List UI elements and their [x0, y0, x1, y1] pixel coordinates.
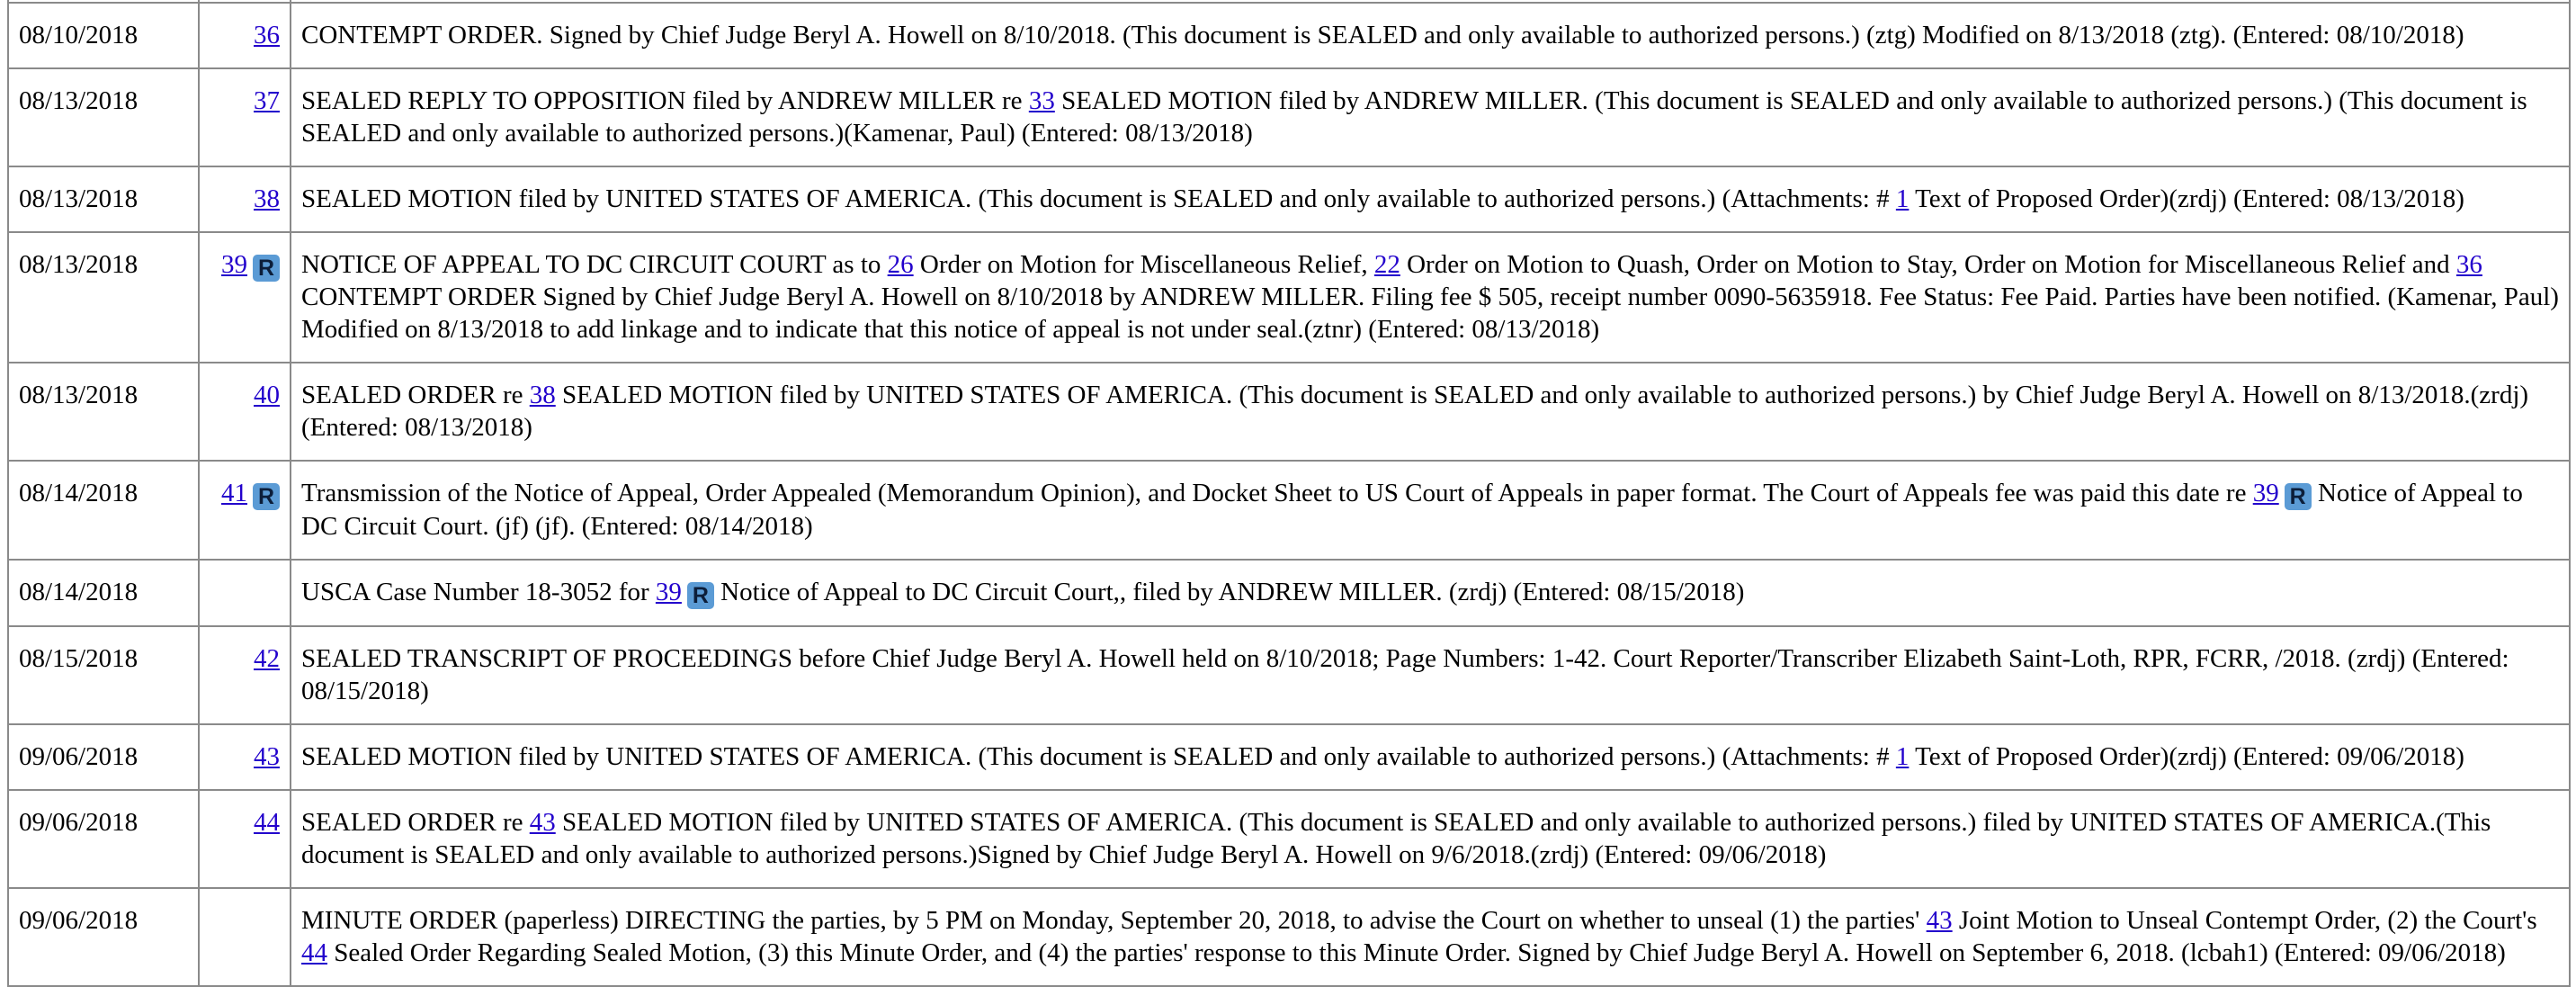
number-cell: [199, 560, 291, 626]
number-cell: [199, 3, 291, 68]
date-cell: 08/13/2018: [8, 232, 199, 363]
docket-text: Notice of Appeal to DC Circuit Court,, filed by ANDREW MILLER. (zrdj) (Entered: 08/15/2018): [713, 578, 1745, 606]
docket-body: [8, 0, 2570, 986]
docket-row: [8, 724, 2570, 790]
docket-text: Notice of Appeal to DC Circuit Court. (jf) (jf). (Entered: 08/14/2018): [301, 479, 2523, 541]
document-link[interactable]: 1: [1895, 184, 1910, 213]
docket-text: SEALED ORDER re: [301, 381, 530, 409]
number-cell: [199, 724, 291, 790]
text-cell: [291, 3, 2570, 68]
text-cell: [291, 461, 2570, 560]
docket-text: SEALED ORDER re: [301, 808, 530, 837]
r-badge-icon[interactable]: R: [2285, 483, 2312, 510]
date-cell: 09/06/2018: [8, 724, 199, 790]
text-cell: [291, 888, 2570, 986]
text-cell: [291, 68, 2570, 166]
r-badge-icon[interactable]: R: [687, 582, 714, 609]
docket-text: Order on Motion to Quash, Order on Motion to Stay, Order on Motion for Miscellaneous Relief and: [1400, 250, 2456, 279]
document-link[interactable]: 33: [1028, 86, 1055, 115]
document-link[interactable]: 44: [301, 938, 327, 967]
docket-text: MINUTE ORDER (paperless) DIRECTING the parties, by 5 PM on Monday, September 20, 2018, to advise the Court on whether to unseal (1) the parties': [301, 906, 1927, 935]
document-link[interactable]: 39: [655, 578, 682, 606]
docket-text: CONTEMPT ORDER Signed by Chief Judge Beryl A. Howell on 8/10/2018 by ANDREW MILLER. Filing fee $ 505, receipt number 0090-5635918. Fee Status: Fee Paid. Parties have been notified. (Kamenar, Paul) Modified on 8/13/2018 to add linkage and to indicate that this notice of appeal is not under seal.(ztnr) (Entered: 08/13/2018): [301, 283, 2559, 344]
document-link[interactable]: 43: [529, 808, 556, 837]
date-cell: 08/13/2018: [8, 68, 199, 166]
docket-number-link[interactable]: 37: [254, 86, 280, 115]
docket-row: [8, 3, 2570, 68]
number-cell: [199, 363, 291, 461]
docket-number-link[interactable]: 44: [254, 808, 280, 837]
date-cell: 08/15/2018: [8, 626, 199, 724]
date-cell: 09/06/2018: [8, 888, 199, 986]
number-cell: [199, 166, 291, 232]
docket-text: Text of Proposed Order)(zrdj) (Entered: 08/13/2018): [1909, 184, 2464, 213]
document-link[interactable]: 26: [887, 250, 914, 279]
docket-text: Transmission of the Notice of Appeal, Order Appealed (Memorandum Opinion), and Docket Sheet to US Court of Appeals in paper format. The Court of Appeals fee was paid this date re: [301, 479, 2253, 507]
document-link[interactable]: 36: [2455, 250, 2482, 279]
docket-text: NOTICE OF APPEAL TO DC CIRCUIT COURT as to: [301, 250, 888, 279]
docket-table: [7, 0, 2571, 987]
text-cell: [291, 626, 2570, 724]
docket-number-link[interactable]: 39: [221, 250, 247, 279]
date-cell: 08/13/2018: [8, 363, 199, 461]
number-cell: [199, 68, 291, 166]
document-link[interactable]: 38: [529, 381, 556, 409]
text-cell: [291, 560, 2570, 626]
docket-text: CONTEMPT ORDER. Signed by Chief Judge Beryl A. Howell on 8/10/2018. (This document is SEALED and only available to authorized persons.) (ztg) Modified on 8/13/2018 (ztg). (Entered: 08/10/2018): [301, 21, 2464, 49]
docket-number-link[interactable]: 43: [254, 742, 280, 771]
r-badge-icon[interactable]: R: [253, 255, 280, 282]
docket-text: SEALED MOTION filed by UNITED STATES OF AMERICA. (This document is SEALED and only available to authorized persons.) (Attachments: #: [301, 184, 1896, 213]
docket-text: SEALED MOTION filed by ANDREW MILLER. (This document is SEALED and only available to authorized persons.) (This document is SEALED and only available to authorized persons.)(Kamenar, Paul) (Entered: 08/13/2018): [301, 86, 2527, 148]
docket-text: SEALED REPLY TO OPPOSITION filed by ANDREW MILLER re: [301, 86, 1029, 115]
docket-row: [8, 461, 2570, 560]
number-cell: [199, 461, 291, 560]
date-cell: 08/14/2018: [8, 461, 199, 560]
docket-text: USCA Case Number 18-3052 for: [301, 578, 656, 606]
number-cell: [199, 626, 291, 724]
number-cell: [199, 888, 291, 986]
document-link[interactable]: 39: [2252, 479, 2279, 507]
docket-row: [8, 166, 2570, 232]
docket-number-link[interactable]: 36: [254, 21, 280, 49]
date-cell: 09/06/2018: [8, 790, 199, 888]
docket-text: SEALED MOTION filed by UNITED STATES OF AMERICA. (This document is SEALED and only available to authorized persons.) (Attachments: #: [301, 742, 1896, 771]
docket-text: Order on Motion for Miscellaneous Relief,: [913, 250, 1374, 279]
docket-text: SEALED MOTION filed by UNITED STATES OF AMERICA. (This document is SEALED and only available to authorized persons.) filed by UNITED STATES OF AMERICA.(This document is SEALED and only available to authorized persons.)Signed by Chief Judge Beryl A. Howell on 9/6/2018.(zrdj) (Entered: 09/06/2018): [301, 808, 2491, 869]
date-cell: 08/14/2018: [8, 560, 199, 626]
docket-number-link[interactable]: 40: [254, 381, 280, 409]
docket-text: SEALED MOTION filed by UNITED STATES OF AMERICA. (This document is SEALED and only available to authorized persons.) by Chief Judge Beryl A. Howell on 8/13/2018.(zrdj) (Entered: 08/13/2018): [301, 381, 2529, 442]
document-link[interactable]: 43: [1926, 906, 1953, 935]
docket-text: Joint Motion to Unseal Contempt Order, (2) the Court's: [1952, 906, 2537, 935]
number-cell: [199, 232, 291, 363]
document-link[interactable]: 1: [1895, 742, 1910, 771]
docket-row: [8, 560, 2570, 626]
docket-row: [8, 363, 2570, 461]
r-badge-icon[interactable]: R: [253, 483, 280, 510]
text-cell: [291, 790, 2570, 888]
docket-text: Sealed Order Regarding Sealed Motion, (3) this Minute Order, and (4) the parties' response to this Minute Order. Signed by Chief Judge Beryl A. Howell on September 6, 2018. (lcbah1) (Entered: 09/06/2018): [327, 938, 2506, 967]
docket-number-link[interactable]: 42: [254, 644, 280, 673]
docket-row: [8, 790, 2570, 888]
date-cell: 08/13/2018: [8, 166, 199, 232]
text-cell: [291, 232, 2570, 363]
number-cell: [199, 790, 291, 888]
date-cell: 08/10/2018: [8, 3, 199, 68]
docket-text: Text of Proposed Order)(zrdj) (Entered: 09/06/2018): [1909, 742, 2464, 771]
text-cell: [291, 363, 2570, 461]
docket-row: [8, 626, 2570, 724]
docket-text: SEALED TRANSCRIPT OF PROCEEDINGS before Chief Judge Beryl A. Howell held on 8/10/2018; Page Numbers: 1-42. Court Reporter/Transcriber Elizabeth Saint-Loth, RPR, FCRR, /2018. (zrdj) (Entered: 08/15/2018): [301, 644, 2509, 705]
docket-number-link[interactable]: 41: [221, 479, 247, 507]
document-link[interactable]: 22: [1373, 250, 1400, 279]
docket-number-link[interactable]: 38: [254, 184, 280, 213]
docket-row: [8, 68, 2570, 166]
docket-row: [8, 888, 2570, 986]
docket-row: [8, 232, 2570, 363]
text-cell: [291, 166, 2570, 232]
text-cell: [291, 724, 2570, 790]
